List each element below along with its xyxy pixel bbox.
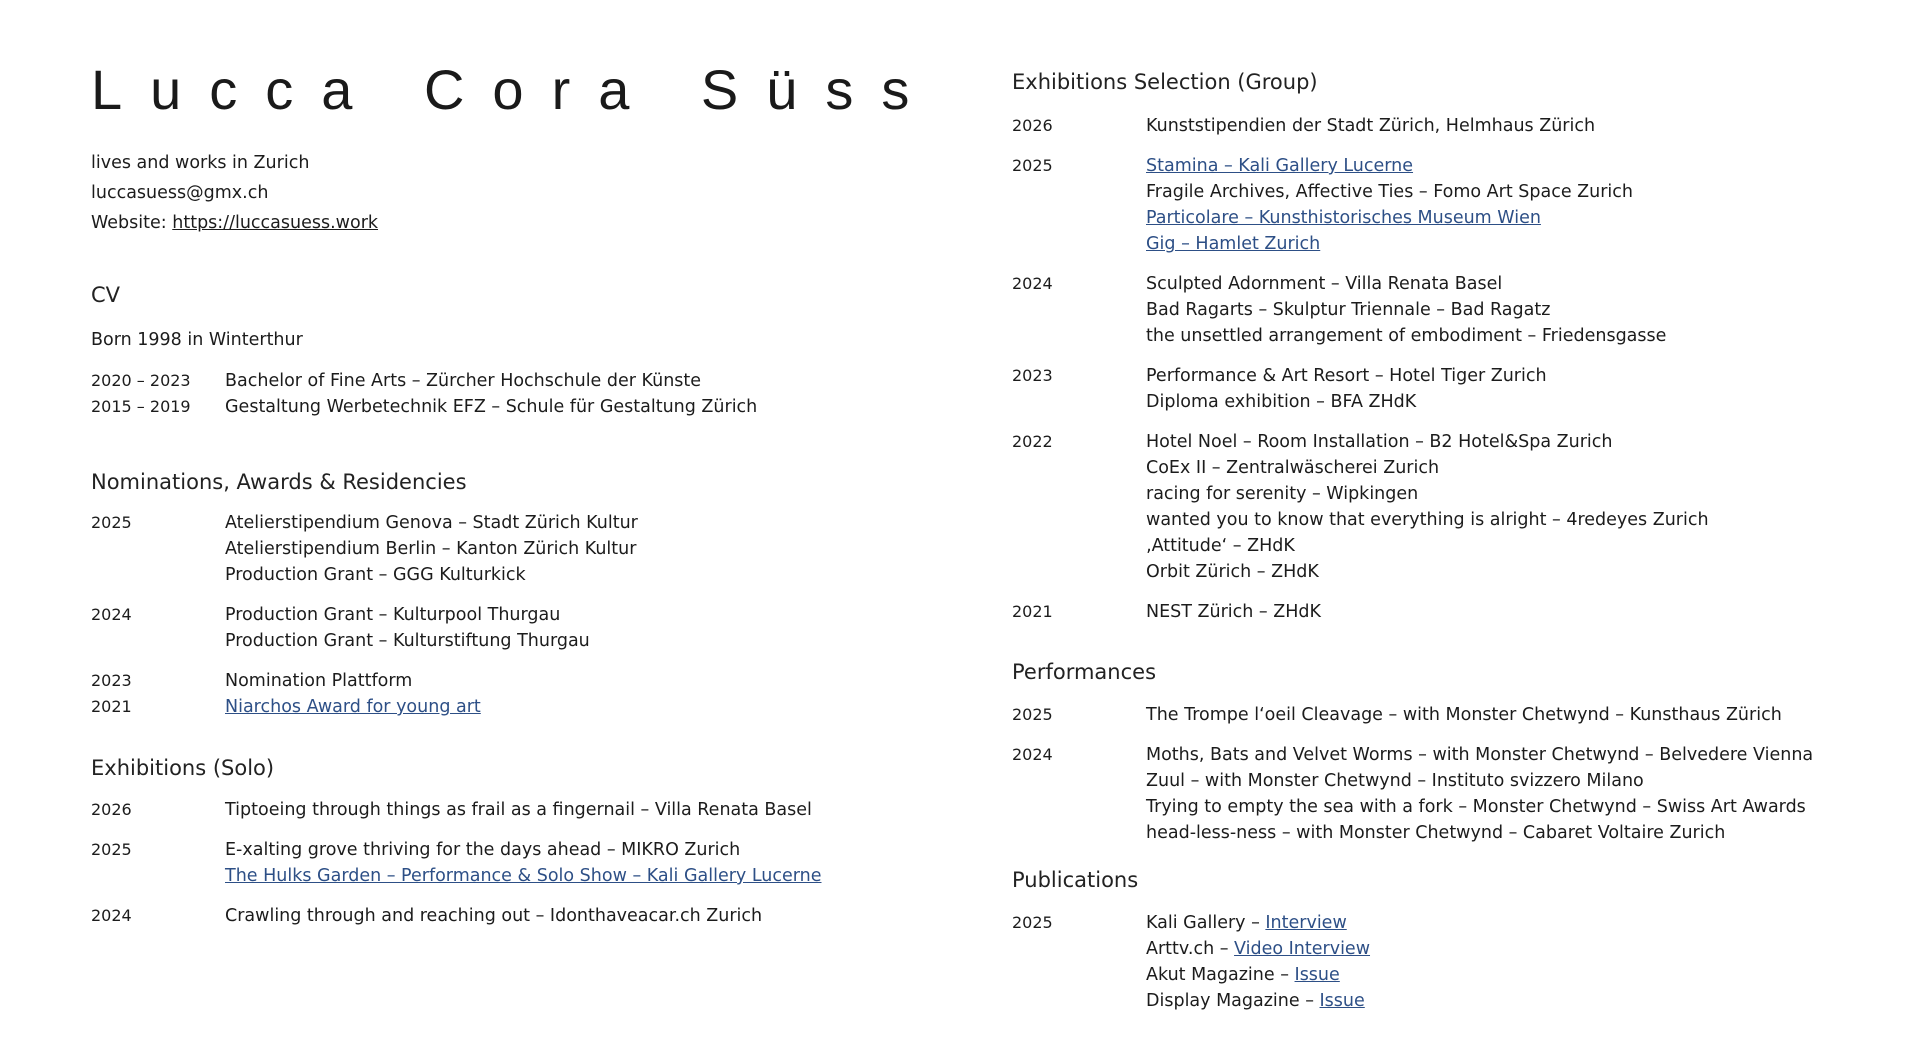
performance-year: 2024 [1012, 745, 1053, 764]
video-interview-link[interactable]: Video Interview [1234, 939, 1371, 959]
group-heading: Exhibitions Selection (Group) [1012, 70, 1318, 94]
publication-item [1146, 962, 1370, 988]
akut-issue-link[interactable]: Issue [1294, 965, 1340, 985]
group-entry [1012, 363, 1709, 415]
website-label: Website: [91, 213, 167, 233]
group-item: Fragile Archives, Affective Ties – Fomo Art Space Zurich [1146, 182, 1633, 202]
group-item: wanted you to know that everything is alright – 4redeyes Zurich [1146, 510, 1709, 530]
education-years: 2020 – 2023 [91, 371, 191, 390]
award-entry [91, 668, 638, 694]
website-link[interactable]: https://luccasuess.work [172, 213, 379, 233]
group-item: CoEx II – Zentralwäscherei Zurich [1146, 458, 1440, 478]
solo-entry [91, 837, 822, 889]
education-row [91, 368, 757, 394]
performances-list [1012, 702, 1813, 846]
solo-entry [91, 903, 822, 929]
award-entry [91, 510, 638, 588]
email-text[interactable]: luccasuess@gmx.ch [91, 183, 269, 203]
performance-entry [1012, 742, 1813, 846]
group-entry [1012, 429, 1709, 585]
group-item: Kunststipendien der Stadt Zürich, Helmhaus Zürich [1146, 116, 1596, 136]
gig-link[interactable]: Gig – Hamlet Zurich [1146, 234, 1321, 254]
performance-year: 2025 [1012, 705, 1053, 724]
award-year: 2023 [91, 671, 132, 690]
contact-info [91, 148, 378, 238]
performance-item: Trying to empty the sea with a fork – Monster Chetwynd – Swiss Art Awards [1146, 797, 1806, 817]
education-row [91, 394, 757, 420]
group-item: racing for serenity – Wipkingen [1146, 484, 1419, 504]
solo-item: Crawling through and reaching out – Idonthaveacar.ch Zurich [225, 906, 763, 926]
group-item: Hotel Noel – Room Installation – B2 Hotel&Spa Zurich [1146, 432, 1613, 452]
solo-heading: Exhibitions (Solo) [91, 756, 275, 780]
publication-year: 2025 [1012, 913, 1053, 932]
website-line [91, 208, 378, 238]
education-text: Gestaltung Werbetechnik EFZ – Schule für Gestaltung Zürich [225, 397, 758, 417]
display-issue-link[interactable]: Issue [1319, 991, 1365, 1011]
performance-item: Moths, Bats and Velvet Worms – with Monster Chetwynd – Belvedere Vienna [1146, 745, 1814, 765]
group-item: Bad Ragarts – Skulptur Triennale – Bad Ragatz [1146, 300, 1551, 320]
award-item: Nomination Plattform [225, 671, 413, 691]
group-year: 2021 [1012, 602, 1053, 621]
group-item: Performance & Art Resort – Hotel Tiger Zurich [1146, 366, 1547, 386]
group-item: NEST Zürich – ZHdK [1146, 602, 1321, 622]
award-year: 2025 [91, 513, 132, 532]
artist-name: Lucca Cora Süss [91, 58, 938, 121]
solo-year: 2025 [91, 840, 132, 859]
solo-item: Tiptoeing through things as frail as a fingernail – Villa Renata Basel [225, 800, 812, 820]
education-text: Bachelor of Fine Arts – Zürcher Hochschule der Künste [225, 371, 702, 391]
publications-list [1012, 910, 1370, 1014]
publication-source: Akut Magazine – [1146, 965, 1295, 985]
awards-list [91, 510, 638, 720]
stamina-link[interactable]: Stamina – Kali Gallery Lucerne [1146, 156, 1414, 176]
group-year: 2025 [1012, 156, 1053, 175]
solo-entry [91, 797, 822, 823]
interview-link[interactable]: Interview [1265, 913, 1347, 933]
awards-heading: Nominations, Awards & Residencies [91, 470, 467, 494]
group-year: 2023 [1012, 366, 1053, 385]
group-item: Sculpted Adornment – Villa Renata Basel [1146, 274, 1503, 294]
performance-item: Zuul – with Monster Chetwynd – Instituto svizzero Milano [1146, 771, 1644, 791]
education-list [91, 368, 757, 420]
award-item: Production Grant – Kulturpool Thurgau [225, 605, 561, 625]
location-text: lives and works in Zurich [91, 153, 310, 173]
publication-source: Kali Gallery – [1146, 913, 1266, 933]
award-item: Production Grant – Kulturstiftung Thurgau [225, 631, 590, 651]
publication-item [1146, 910, 1370, 936]
solo-list [91, 797, 822, 929]
group-entry [1012, 599, 1709, 625]
born-text: Born 1998 in Winterthur [91, 330, 303, 350]
performance-entry [1012, 702, 1813, 728]
award-item: Atelierstipendium Genova – Stadt Zürich Kultur [225, 513, 638, 533]
group-item: Diploma exhibition – BFA ZHdK [1146, 392, 1417, 412]
particolare-link[interactable]: Particolare – Kunsthistorisches Museum Wien [1146, 208, 1541, 228]
niarchos-award-link[interactable]: Niarchos Award for young art [225, 697, 481, 717]
performance-item: The Trompe l‘oeil Cleavage – with Monster Chetwynd – Kunsthaus Zürich [1146, 705, 1782, 725]
solo-year: 2026 [91, 800, 132, 819]
award-entry [91, 694, 638, 720]
award-item: Production Grant – GGG Kulturkick [225, 565, 526, 585]
performance-item: head-less-ness – with Monster Chetwynd – Cabaret Voltaire Zurich [1146, 823, 1726, 843]
award-year: 2021 [91, 697, 132, 716]
award-entry [91, 602, 638, 654]
publication-source: Arttv.ch – [1146, 939, 1235, 959]
group-year: 2024 [1012, 274, 1053, 293]
solo-item: E-xalting grove thriving for the days ahead – MIKRO Zurich [225, 840, 741, 860]
group-year: 2022 [1012, 432, 1053, 451]
publication-source: Display Magazine – [1146, 991, 1320, 1011]
group-item: Orbit Zürich – ZHdK [1146, 562, 1319, 582]
award-item: Atelierstipendium Berlin – Kanton Zürich Kultur [225, 539, 637, 559]
publication-entry [1012, 910, 1370, 1014]
education-years: 2015 – 2019 [91, 397, 191, 416]
group-item: ‚Attitude‘ – ZHdK [1146, 536, 1295, 556]
group-entry [1012, 153, 1709, 257]
group-entry [1012, 271, 1709, 349]
publications-heading: Publications [1012, 868, 1139, 892]
solo-year: 2024 [91, 906, 132, 925]
group-list [1012, 113, 1709, 625]
publication-item [1146, 988, 1370, 1014]
cv-heading: CV [91, 283, 121, 307]
publication-item [1146, 936, 1370, 962]
performances-heading: Performances [1012, 660, 1157, 684]
group-item: the unsettled arrangement of embodiment – Friedensgasse [1146, 326, 1667, 346]
group-year: 2026 [1012, 116, 1053, 135]
award-year: 2024 [91, 605, 132, 624]
hulks-garden-link[interactable]: The Hulks Garden – Performance & Solo Show – Kali Gallery Lucerne [225, 866, 822, 886]
group-entry [1012, 113, 1709, 139]
